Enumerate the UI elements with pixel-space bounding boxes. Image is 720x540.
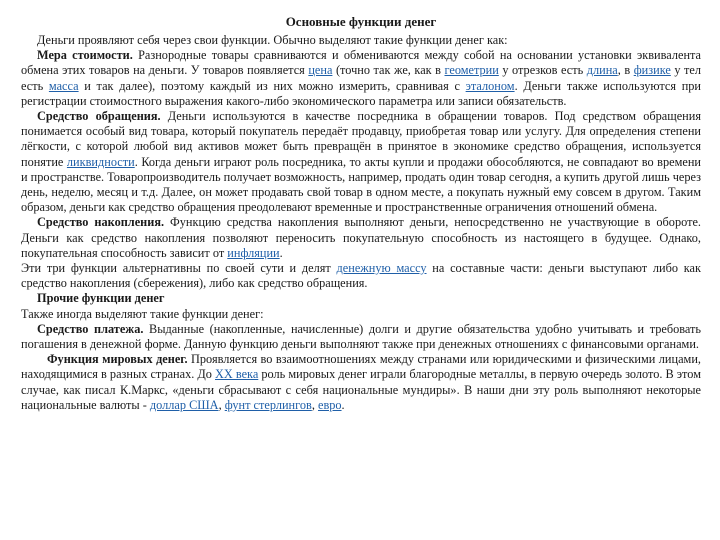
means-of-payment-paragraph (21, 322, 701, 352)
intro-paragraph: Деньги проявляют себя через свои функции. Обычно выделяют такие функции денег как: (37, 33, 508, 47)
measure-text-7: . Деньги также используются при регистрации стоимостного выражения какого-либо экономического параметра или записи обязательств. (21, 78, 702, 108)
world-text-5: . (341, 397, 345, 412)
summary-text-2: на составные части: деньги выступают либо как средство накопления (сбережения), либо как средство обращения. (21, 261, 701, 291)
exchange-text-1: Деньги используются в качестве посредника в обращении товаров. Под средством обращения понимается особый вид товара, который покупатель передаёт продавцу, приобретая товар или услугу. Для определения степени лёгкости, с которой любой вид активов может быть превращён в принятое в экономике средство обращения, используется понятие (21, 109, 701, 169)
summary-text-1: Эти три функции альтернативны по своей сути и делят (21, 261, 337, 276)
store-text-2: . (279, 245, 283, 260)
other-functions-heading: Прочие функции денег (37, 291, 165, 306)
store-of-value-paragraph (21, 215, 701, 261)
other-functions-intro: Также иногда выделяют такие функции денег: (21, 306, 264, 321)
link-price[interactable]: цена (308, 63, 333, 78)
link-us-dollar[interactable]: доллар США (149, 397, 219, 412)
link-standard[interactable]: эталоном (465, 78, 515, 93)
exchange-text-2: . Когда деньги играют роль посредника, то акты купли и продажи обособляются, не совпадают во времени и пространстве. Товаропроизводитель получает возможность, например, продать один товар сегодня, а купить другой лишь через день, неделю, месяц и т.д. Далее, он может продавать свой товар в одном месте, а покупать нужный ему совсем в другом. Таким образом, деньги как средство обращения преодолевают временные и пространственные ограничения отношений обмена. (21, 154, 701, 215)
link-euro[interactable]: евро (317, 397, 342, 412)
measure-text-5: у тел есть (21, 63, 702, 93)
link-money-supply[interactable]: денежную массу (336, 261, 427, 276)
world-text-3: , (218, 397, 225, 412)
measure-of-value-heading: Мера стоимости. (37, 48, 133, 63)
link-pound-sterling[interactable]: фунт стерлингов (224, 397, 312, 412)
means-of-payment-heading: Средство платежа. (37, 321, 144, 336)
link-liquidity[interactable]: ликвидности (66, 154, 135, 169)
measure-text-6: и так далее), поэтому каждый из них можно измерить, сравнивая с (78, 78, 466, 93)
world-text-2: роль мировых денег играли благородные металлы, в первую очередь золото. В этом случае, как писал К.Маркс, «деньги сбрасывают с себя национальные мундиры». В наши дни эту роль выполняют некоторые национальные валюты - (21, 367, 701, 412)
link-mass[interactable]: масса (48, 78, 79, 93)
link-length[interactable]: длина (586, 63, 618, 78)
world-text-1: Проявляется во взаимоотношениях между странами или юридическими и физическими лицами, находящимися в разных странах. До (21, 352, 701, 382)
link-inflation[interactable]: инфляции (227, 245, 280, 260)
page-title: Основные функции денег (285, 14, 437, 29)
measure-text-4: , в (617, 63, 634, 78)
store-text-1: Функцию средства накопления выполняют деньги, непосредственно не участвующие в обороте. Деньги как средство накопления позволяют переносить покупательную способность из настоящего в будущее. Однако, покупательная способность зависит от (21, 215, 701, 260)
link-physics[interactable]: физике (633, 63, 671, 78)
measure-text-2: (точно так же, как в (332, 63, 445, 78)
other-functions-heading-paragraph (21, 291, 701, 306)
medium-of-exchange-heading: Средство обращения. (37, 109, 161, 124)
measure-of-value-paragraph (21, 48, 701, 109)
measure-text-3: у отрезков есть (498, 63, 587, 78)
store-of-value-heading: Средство накопления. (37, 215, 165, 230)
link-xx-century[interactable]: XX века (215, 367, 259, 382)
world-money-heading: Функция мировых денег. (47, 352, 188, 367)
world-money-paragraph (21, 352, 701, 413)
world-text-4: , (311, 397, 318, 412)
medium-of-exchange-paragraph (21, 109, 701, 215)
link-geometry[interactable]: геометрии (444, 63, 499, 78)
measure-text-1: Разнородные товары сравниваются и обмениваются между собой на основании установки эквивалента обмена этих товаров на деньги. У товаров появляется (21, 48, 702, 78)
payment-text-1: Выданные (накопленные, начисленные) долги и другие обязательства удобно учитывать и требовать погашения в денежной форме. Данную функцию деньги выполняют также при денежных отношениях с финансовыми органами. (21, 321, 701, 352)
summary-paragraph (21, 261, 701, 291)
